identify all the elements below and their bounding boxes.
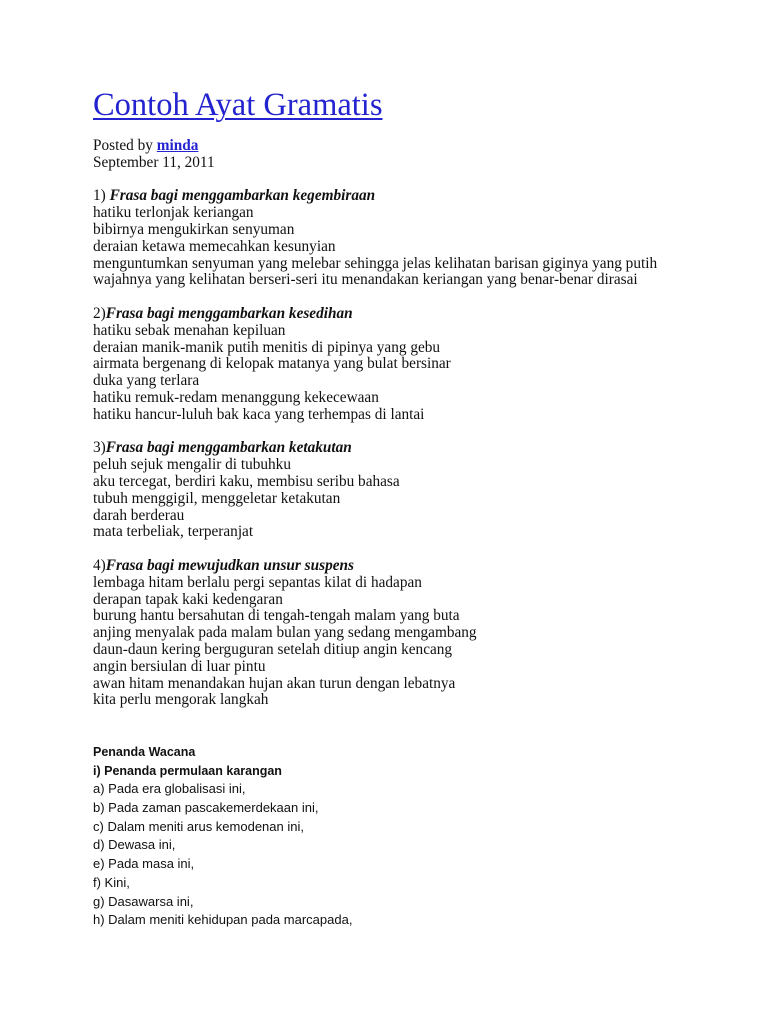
- section-line: lembaga hitam berlalu pergi sepantas kilat di hadapan: [93, 573, 422, 591]
- spacer: [93, 541, 657, 558]
- section-line: peluh sejuk mengalir di tubuhku: [93, 456, 291, 474]
- list-item: f) Kini,: [93, 874, 130, 890]
- spacer: [93, 424, 657, 441]
- penanda-wacana-block: [93, 743, 352, 930]
- section-heading: Frasa bagi menggambarkan kegembiraan: [109, 187, 376, 205]
- section-line: daun-daun kering berguguran setelah ditiup angin kencang: [93, 640, 453, 658]
- section-line: hatiku sebak menahan kepiluan: [93, 321, 286, 339]
- section-line: aku tercegat, berdiri kaku, membisu seribu bahasa: [93, 472, 400, 490]
- section-line: awan hitam menandakan hujan akan turun dengan lebatnya: [93, 674, 456, 692]
- section-line: mata terbeliak, terperanjat: [93, 523, 254, 541]
- section-line: duka yang terlara: [93, 372, 200, 390]
- post-meta: [93, 138, 657, 155]
- section-line: kita perlu mengorak langkah: [93, 691, 269, 709]
- list-item: b) Pada zaman pascakemerdekaan ini,: [93, 800, 319, 816]
- section-line: hatiku remuk-redam menanggung kekecewaan: [93, 388, 379, 406]
- post-date: September 11, 2011: [93, 153, 215, 171]
- section-4-title: [93, 558, 657, 575]
- section-heading: Frasa bagi mewujudkan unsur suspens: [105, 556, 354, 574]
- section-line: anjing menyalak pada malam bulan yang sedang mengambang: [93, 624, 477, 642]
- section-1-title: [93, 188, 657, 205]
- section-line: deraian manik-manik putih menitis di pipinya yang gebu: [93, 338, 441, 356]
- list-item: e) Pada masa ini,: [93, 856, 195, 872]
- section-line: angin bersiulan di luar pintu: [93, 657, 266, 675]
- section-line: deraian ketawa memecahkan kesunyian: [93, 237, 336, 255]
- list-item: g) Dasawarsa ini,: [93, 893, 194, 909]
- section-number: 3): [93, 439, 106, 457]
- penanda-subtitle: i) Penanda permulaan karangan: [93, 763, 282, 778]
- section-line: bibirnya mengukirkan senyuman: [93, 220, 295, 238]
- section-line: hatiku terlonjak keriangan: [93, 204, 254, 222]
- section-number: 1): [93, 187, 110, 205]
- section-line: derapan tapak kaki kedengaran: [93, 590, 283, 608]
- section-line: airmata bergenang di kelopak matanya yang bulat bersinar: [93, 355, 451, 373]
- section-line: wajahnya yang kelihatan berseri-seri itu menandakan keriangan yang benar-benar dirasai: [93, 271, 638, 289]
- section-line: menguntumkan senyuman yang melebar sehingga jelas kelihatan barisan giginya yang putih: [93, 254, 658, 272]
- penanda-title: Penanda Wacana: [93, 745, 196, 759]
- posted-by-label: Posted by: [93, 137, 153, 154]
- section-number: 2): [93, 304, 106, 322]
- section-line: tubuh menggigil, menggeletar ketakutan: [93, 489, 341, 507]
- section-line: darah berderau: [93, 506, 185, 524]
- section-heading: Frasa bagi menggambarkan kesedihan: [105, 304, 353, 322]
- section-3-title: [93, 440, 657, 457]
- spacer: [93, 172, 657, 189]
- post-body: [93, 138, 657, 709]
- author-link[interactable]: minda: [156, 137, 199, 154]
- section-line: burung hantu bersahutan di tengah-tengah malam yang buta: [93, 607, 460, 625]
- list-item: h) Dalam meniti kehidupan pada marcapada,: [93, 912, 353, 928]
- spacer: [93, 289, 657, 306]
- section-heading: Frasa bagi menggambarkan ketakutan: [105, 439, 352, 457]
- section-line: hatiku hancur-luluh bak kaca yang terhempas di lantai: [93, 405, 425, 423]
- list-item: c) Dalam meniti arus kemodenan ini,: [93, 818, 304, 834]
- post-title-link[interactable]: Contoh Ayat Gramatis: [93, 87, 383, 123]
- section-number: 4): [93, 556, 106, 574]
- list-item: a) Pada era globalisasi ini,: [93, 781, 246, 797]
- list-item: d) Dewasa ini,: [93, 837, 176, 853]
- section-2-title: [93, 306, 657, 323]
